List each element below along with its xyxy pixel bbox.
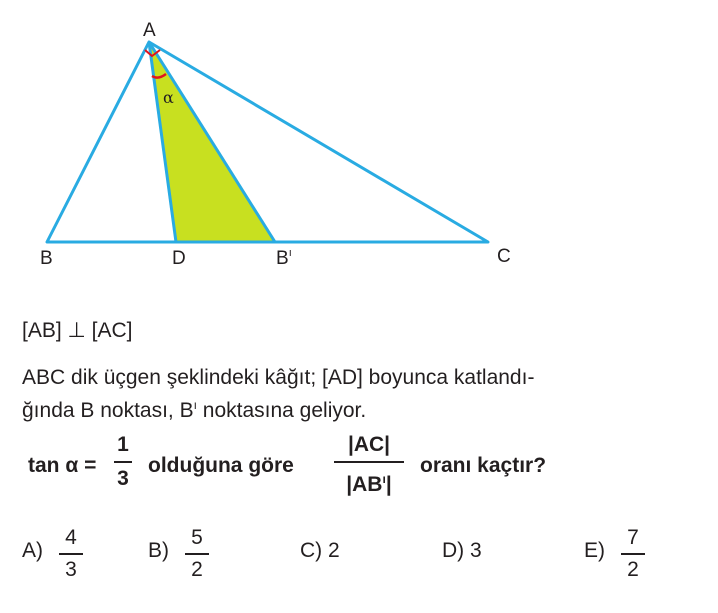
choice-a-fraction-bar [59, 553, 83, 555]
ratio-fraction-bar [334, 461, 404, 463]
choice-b-label: B) [148, 539, 169, 562]
tan-fraction [114, 432, 132, 492]
choice-e-numerator: 7 [627, 526, 639, 549]
triangle-figure [0, 0, 718, 300]
problem-text-line2 [22, 398, 366, 423]
tan-fraction-bar [114, 461, 132, 463]
choice-c-label: C) 2 [300, 539, 340, 562]
problem-text-line2-start: ğında B noktası, B [22, 399, 194, 422]
choice-a-denominator: 3 [65, 558, 77, 581]
ratio-numerator: |AC| [347, 433, 391, 456]
ratio-denominator-end: | [385, 473, 392, 496]
ratio-fraction [334, 432, 404, 498]
condition-text: olduğuna göre [148, 454, 294, 477]
label-b-prime-mark: ı [288, 247, 292, 259]
label-b-prime [276, 247, 292, 269]
problem-text-line2-end: noktasına geliyor. [196, 399, 367, 422]
label-b: B [40, 248, 53, 269]
ratio-prime-mark: ı [382, 472, 386, 486]
tan-numerator: 1 [117, 433, 129, 456]
choice-e-fraction [621, 525, 645, 583]
tan-denominator: 3 [117, 467, 129, 490]
choice-e-fraction-bar [621, 553, 645, 555]
prime-mark: ı [193, 398, 197, 412]
label-a: A [143, 20, 156, 41]
given-perpendicular: [AB] ⊥ [AC] [22, 319, 133, 342]
choice-b-denominator: 2 [191, 558, 203, 581]
label-d: D [172, 248, 186, 269]
choice-e-denominator: 2 [627, 558, 639, 581]
choice-d-label: D) 3 [442, 539, 482, 562]
choice-b-fraction [185, 525, 209, 583]
problem-text-line1: ABC dik üçgen şeklindeki kâğıt; [AD] boyunca katlandı- [22, 366, 535, 389]
tan-alpha-text: tan α = [28, 454, 97, 477]
choice-a-fraction [59, 525, 83, 583]
choice-e-label: E) [584, 539, 605, 562]
ratio-denominator-start: |AB [346, 473, 383, 496]
question-end-text: oranı kaçtır? [420, 454, 547, 477]
choice-a-label: A) [22, 539, 43, 562]
label-b-prime-letter: B [276, 248, 289, 269]
choice-b-fraction-bar [185, 553, 209, 555]
choice-b-numerator: 5 [191, 526, 203, 549]
label-c: C [497, 246, 511, 267]
choice-a-numerator: 4 [65, 526, 77, 549]
label-alpha: α [163, 88, 174, 107]
triangle-abc [47, 42, 488, 242]
ratio-denominator [334, 466, 404, 498]
